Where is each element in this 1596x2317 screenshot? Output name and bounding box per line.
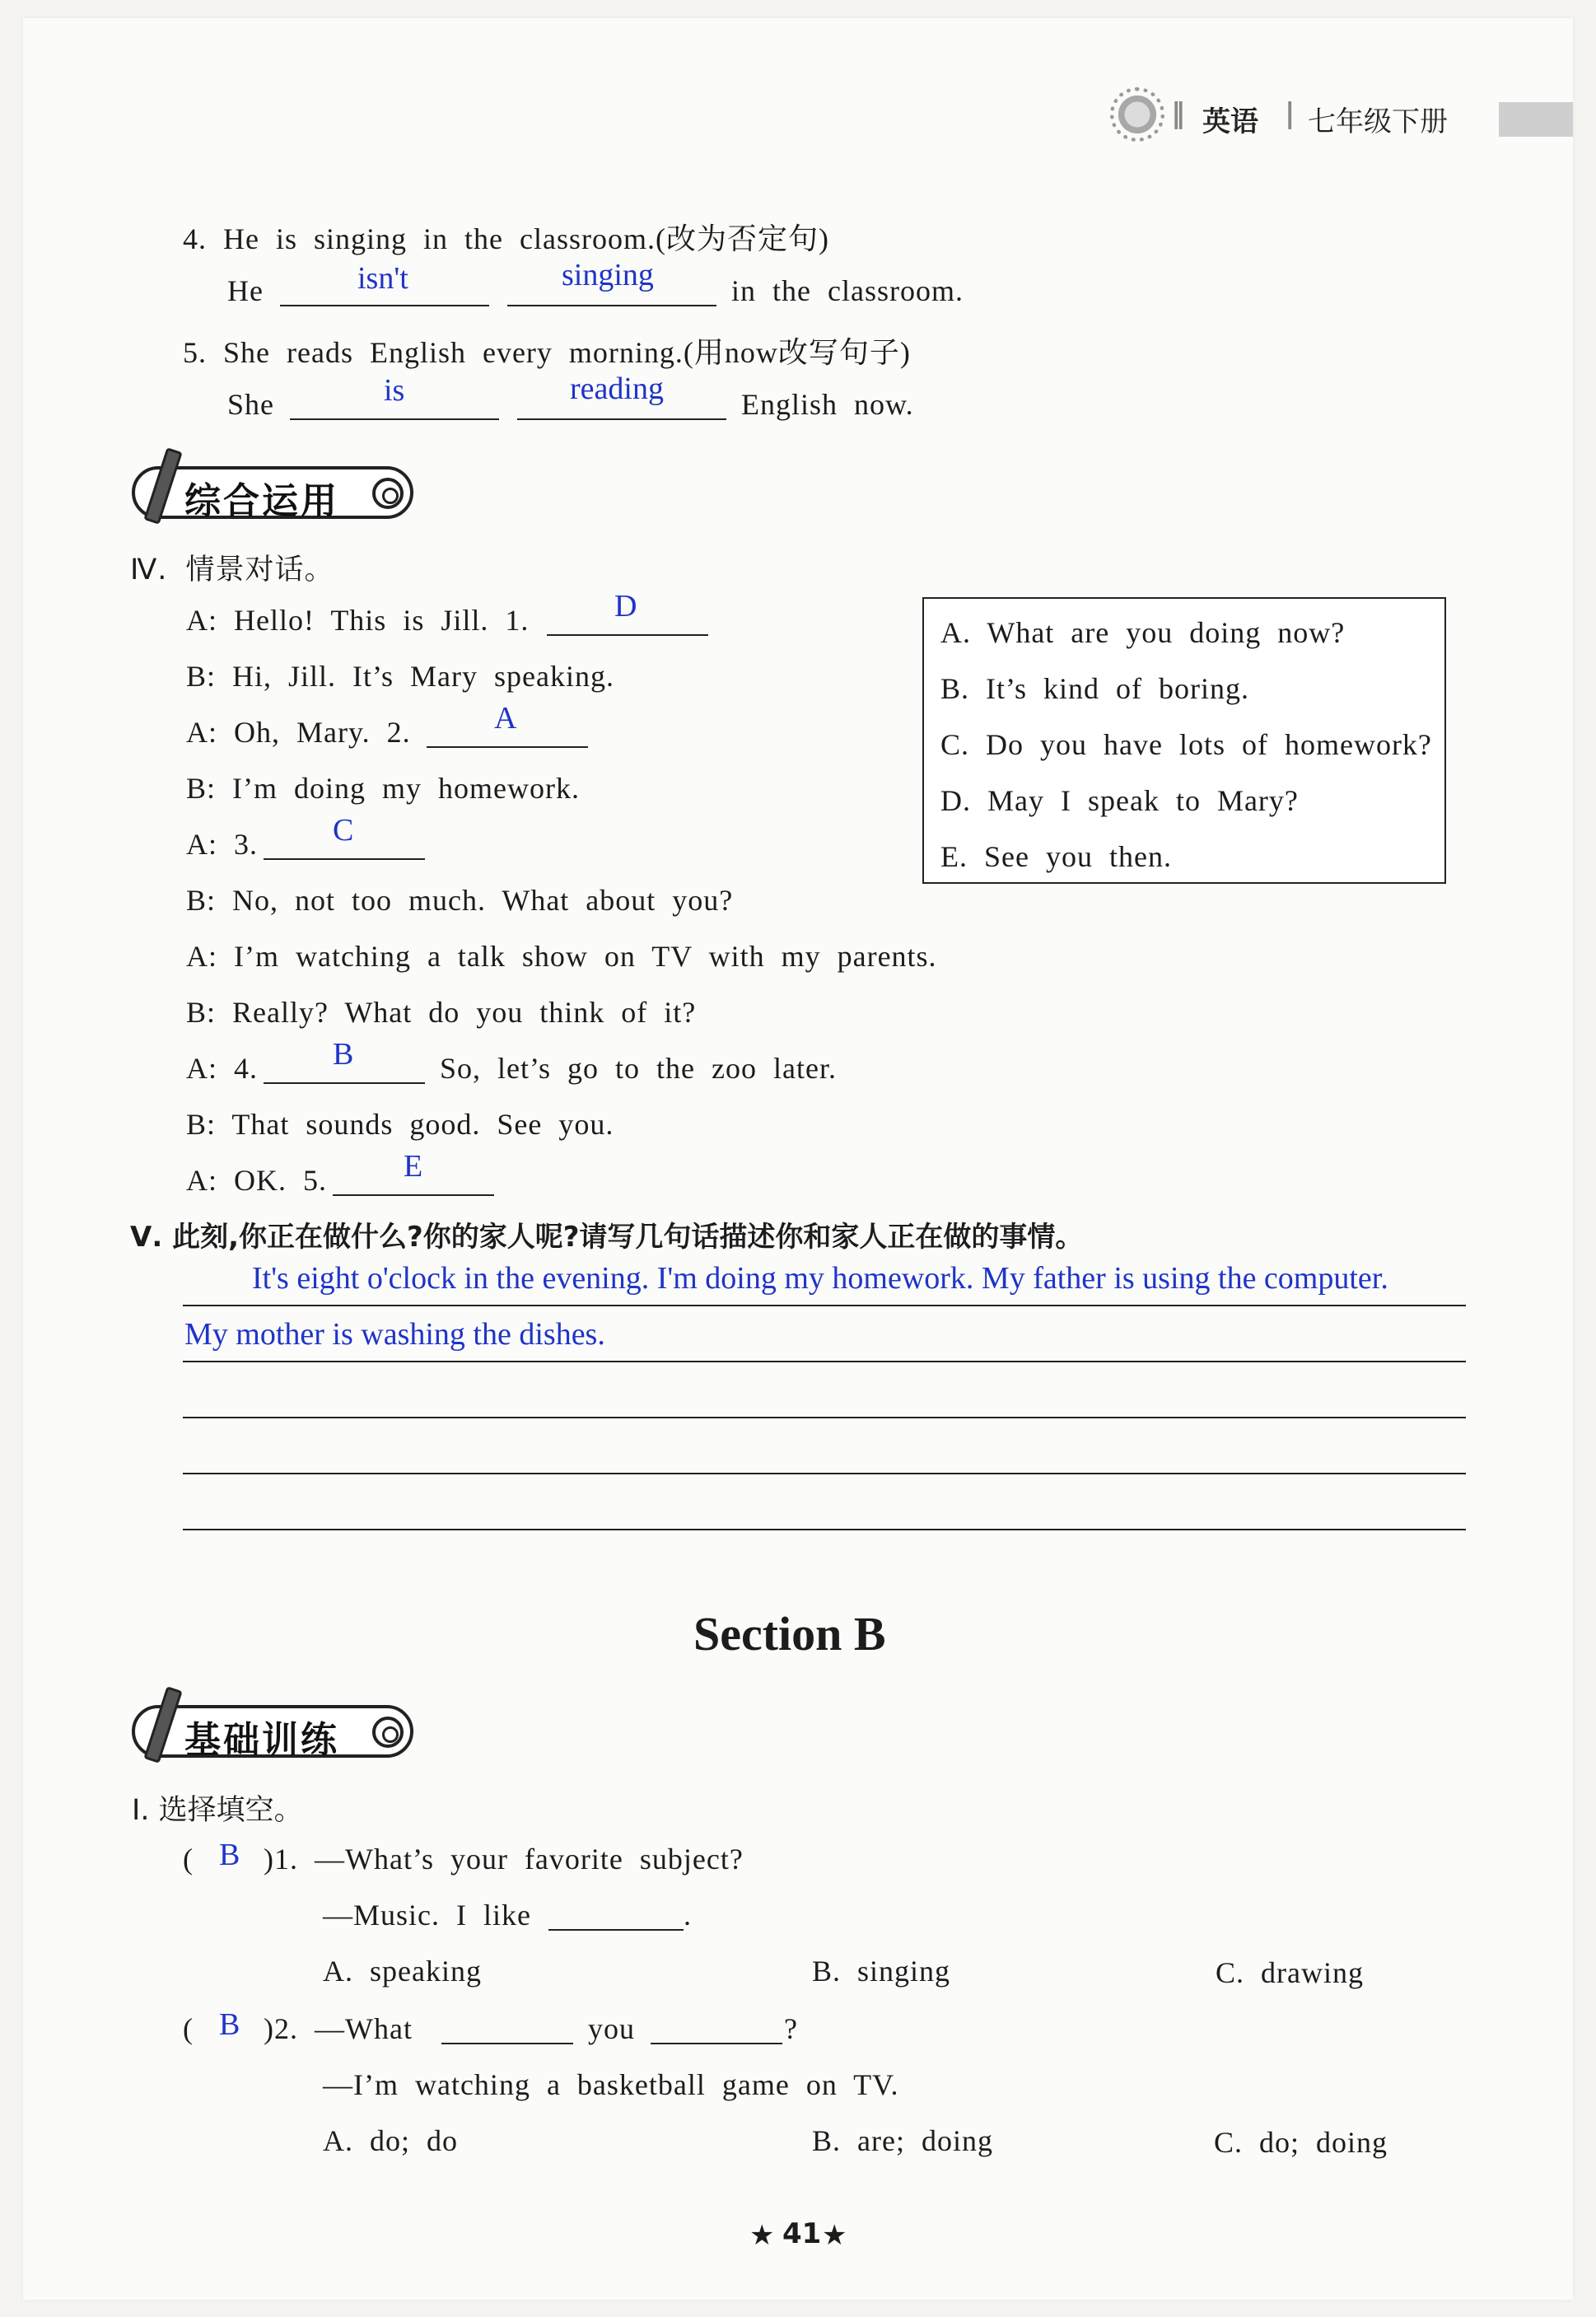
- part5-answer-line-2: My mother is washing the dishes.: [184, 1317, 605, 1352]
- writing-line-1: [183, 1305, 1466, 1306]
- q2-question-mark: ?: [784, 2012, 798, 2045]
- header-grade: 七年级下册: [1308, 105, 1448, 138]
- q2-option-c: C. do; doing: [1214, 2126, 1388, 2159]
- dialog-blank-4: [264, 1082, 425, 1084]
- q1-option-b: B. singing: [812, 1955, 951, 1988]
- dialog-line-10: B: That sounds good. See you.: [186, 1108, 614, 1141]
- part4-heading: Ⅳ. 情景对话。: [130, 554, 334, 586]
- section-badge-basic: [132, 1705, 413, 1761]
- dialog-line-3: A: Oh, Mary. 2.: [186, 716, 411, 749]
- dialog-line-11: A: OK. 5.: [186, 1164, 327, 1197]
- dialog-line-9-after: So, let’s go to the zoo later.: [440, 1052, 837, 1085]
- dialog-answer-4: B: [333, 1037, 354, 1072]
- dialog-blank-2: [427, 746, 588, 748]
- option-d: D. May I speak to Mary?: [940, 784, 1299, 817]
- q4-answer-2: singing: [562, 258, 654, 292]
- star-icon-right: ★: [822, 2219, 847, 2252]
- writing-line-4: [183, 1473, 1466, 1474]
- options-box: [922, 597, 1446, 884]
- q1-paren-open: (: [183, 1843, 194, 1876]
- ring-icon: [372, 478, 404, 509]
- q2-stem-b: you: [588, 2012, 635, 2045]
- dialog-line-1: A: Hello! This is Jill. 1.: [186, 604, 530, 637]
- q1-option-a: A. speaking: [323, 1955, 482, 1988]
- dialog-line-6: B: No, not too much. What about you?: [186, 884, 734, 917]
- star-icon: ★: [749, 2219, 775, 2252]
- q5-blank-2: [517, 418, 726, 420]
- dialog-blank-3: [264, 858, 425, 860]
- ring-icon: [372, 1717, 404, 1748]
- dialog-line-8: B: Really? What do you think of it?: [186, 996, 697, 1029]
- dialog-blank-5: [333, 1194, 494, 1196]
- option-a: A. What are you doing now?: [940, 616, 1346, 649]
- q2-option-a: A. do; do: [323, 2124, 458, 2157]
- header-bar: [1499, 102, 1573, 137]
- badge-label: 基础训练: [184, 1719, 339, 1761]
- q2-blank-1: [441, 2043, 573, 2044]
- q4-blank-2: [507, 305, 716, 306]
- page-number: 41: [782, 2217, 822, 2250]
- section-b-title: Section B: [693, 1607, 886, 1661]
- q4-answer-1: isn't: [357, 261, 408, 296]
- dialog-line-7: A: I’m watching a talk show on TV with my parents.: [186, 940, 937, 973]
- q5-answer-2: reading: [570, 371, 664, 406]
- badge-label: 综合运用: [184, 480, 339, 522]
- q1-stem: )1. —What’s your favorite subject?: [264, 1843, 744, 1876]
- part5-heading: Ⅴ. 此刻,你正在做什么?你的家人呢?请写几句话描述你和家人正在做的事情。: [130, 1221, 1084, 1254]
- q1-answer: B: [219, 1838, 240, 1872]
- dialog-answer-3: C: [333, 813, 354, 848]
- q1-blank: [548, 1929, 684, 1931]
- q2-stem-a: )2. —What: [264, 2012, 413, 2045]
- q5-answer-1: is: [384, 373, 405, 408]
- dialog-answer-1: D: [614, 589, 637, 624]
- dialog-answer-5: E: [404, 1149, 423, 1184]
- dialog-line-2: B: Hi, Jill. It’s Mary speaking.: [186, 660, 614, 693]
- sun-logo-icon: [1115, 92, 1160, 137]
- q2-reply: —I’m watching a basketball game on TV.: [323, 2068, 899, 2101]
- header-divider-2: |: [1285, 97, 1295, 130]
- dialog-blank-1: [547, 634, 708, 636]
- q4-blank-1: [280, 305, 489, 306]
- part5-answer-line-1: It's eight o'clock in the evening. I'm doing my homework. My father is using the computer.: [252, 1261, 1388, 1296]
- writing-line-5: [183, 1529, 1466, 1530]
- q1-option-c: C. drawing: [1216, 1956, 1364, 1989]
- q2-blank-2: [651, 2043, 782, 2044]
- dialog-line-5: A: 3.: [186, 828, 258, 861]
- header-divider: ‖: [1171, 97, 1185, 130]
- q2-paren-open: (: [183, 2012, 194, 2045]
- option-b: B. It’s kind of boring.: [940, 672, 1249, 705]
- q1-period: .: [684, 1899, 692, 1932]
- q4-prompt: 4. He is singing in the classroom.(改为否定句): [183, 222, 829, 255]
- q2-answer: B: [219, 2007, 240, 2042]
- header-subject: 英语: [1202, 105, 1258, 138]
- dialog-line-4: B: I’m doing my homework.: [186, 772, 580, 805]
- option-c: C. Do you have lots of homework?: [940, 728, 1432, 761]
- q1-reply: —Music. I like: [323, 1899, 531, 1932]
- writing-line-3: [183, 1417, 1466, 1418]
- q4-suffix: in the classroom.: [731, 274, 964, 307]
- q4-prefix: He: [227, 274, 264, 307]
- option-e: E. See you then.: [940, 840, 1172, 873]
- dialog-answer-2: A: [494, 701, 517, 736]
- q5-prefix: She: [227, 388, 274, 421]
- q5-suffix: English now.: [741, 388, 914, 421]
- writing-line-2: [183, 1361, 1466, 1362]
- section-b-part1-heading: Ⅰ. 选择填空。: [132, 1794, 303, 1827]
- q5-blank-1: [290, 418, 499, 420]
- dialog-line-9: A: 4.: [186, 1052, 258, 1085]
- section-badge-comprehensive: [132, 466, 413, 522]
- q5-prompt: 5. She reads English every morning.(用now改写句子): [183, 336, 911, 369]
- q2-option-b: B. are; doing: [812, 2124, 993, 2157]
